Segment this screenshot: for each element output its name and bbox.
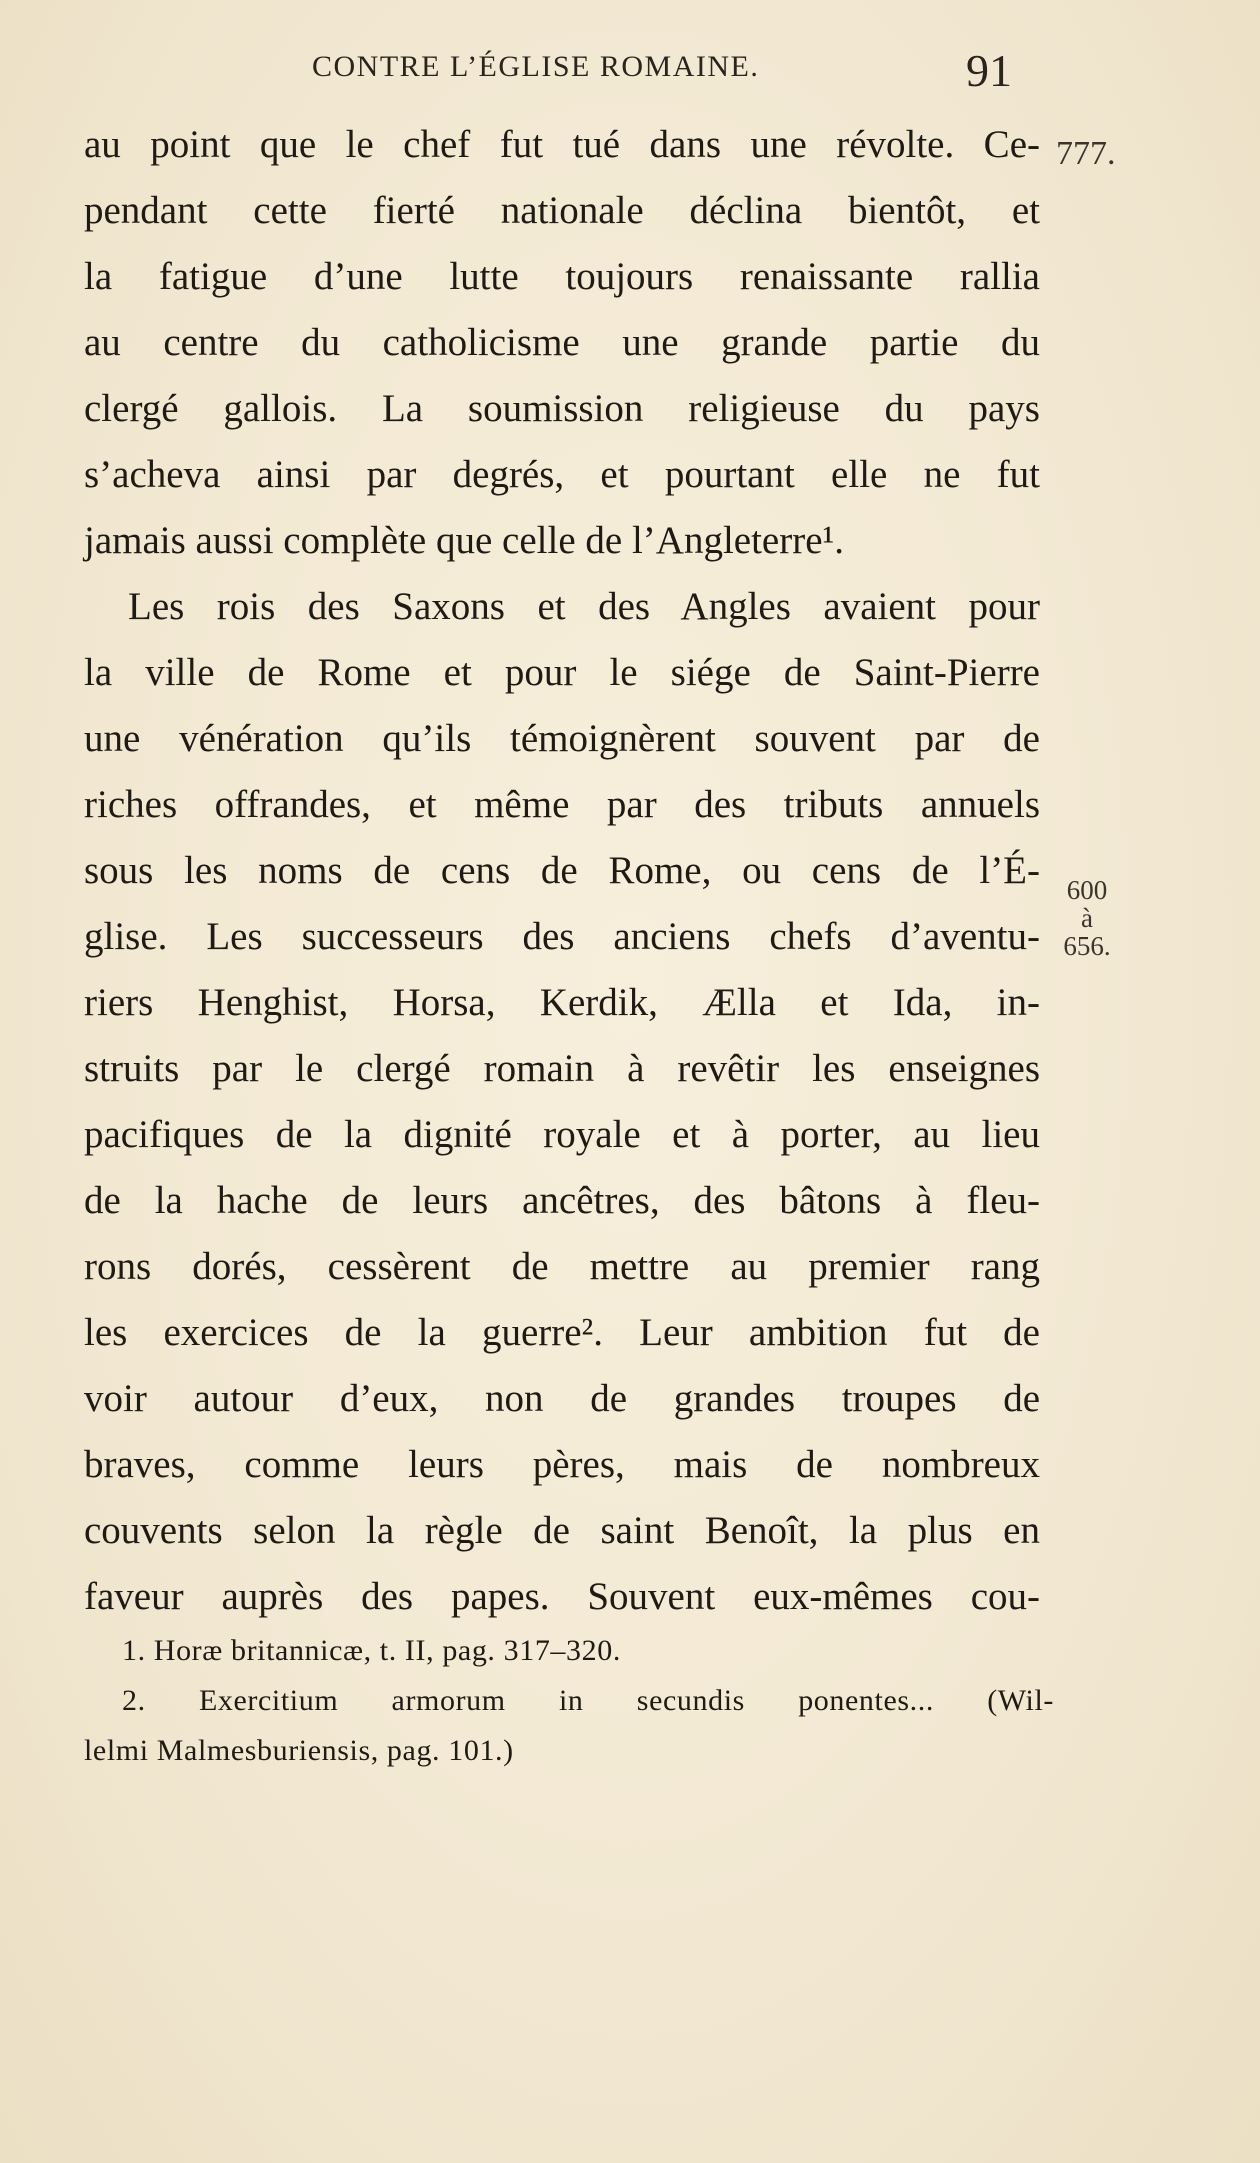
text-line: pendant cette fierté nationale déclina bientôt, et: [84, 189, 1040, 232]
text-line: au point que le chef fut tué dans une révolte. Ce-: [84, 123, 1040, 166]
text-line: faveur auprès des papes. Souvent eux-mêmes cou-: [84, 1575, 1040, 1618]
text-line: au centre du catholicisme une grande partie du: [84, 321, 1040, 364]
text-line: s’acheva ainsi par degrés, et pourtant elle ne fut: [84, 453, 1040, 496]
footnote-2: 2. Exercitium armorum in secundis ponentes... (Wil-: [122, 1684, 1054, 1717]
text-line: sous les noms de cens de Rome, ou cens de l’É-: [84, 849, 1040, 892]
text-line: de la hache de leurs ancêtres, des bâtons à fleu-: [84, 1179, 1040, 1222]
footnote-2-continuation: lelmi Malmesburiensis, pag. 101.): [84, 1734, 514, 1767]
page-header: [0, 45, 1260, 108]
text-line: braves, comme leurs pères, mais de nombreux: [84, 1443, 1040, 1486]
margin-note-range-start: 600: [1066, 875, 1108, 905]
page-number: 91: [966, 45, 1012, 96]
text-line: glise. Les successeurs des anciens chefs d’aventu-: [84, 915, 1040, 958]
text-line: Les rois des Saxons et des Angles avaient pour: [128, 585, 1040, 628]
text-line: struits par le clergé romain à revêtir les enseignes: [84, 1047, 1040, 1090]
footnote-1: 1. Horæ britannicæ, t. II, pag. 317–320.: [122, 1634, 621, 1667]
text-line: une vénération qu’ils témoignèrent souvent par de: [84, 717, 1040, 760]
margin-note-year: 777.: [1056, 135, 1116, 172]
text-line: jamais aussi complète que celle de l’Angleterre¹.: [84, 519, 844, 562]
text-line: rons dorés, cessèrent de mettre au premier rang: [84, 1245, 1040, 1288]
text-line: les exercices de la guerre². Leur ambition fut de: [84, 1311, 1040, 1354]
running-title: CONTRE L’ÉGLISE ROMAINE.: [312, 50, 760, 83]
text-line: la ville de Rome et pour le siége de Saint-Pierre: [84, 651, 1040, 694]
body-text: [84, 112, 1040, 1630]
text-line: clergé gallois. La soumission religieuse du pays: [84, 387, 1040, 430]
text-line: pacifiques de la dignité royale et à porter, au lieu: [84, 1113, 1040, 1156]
margin-note-date-range: [1048, 876, 1126, 960]
footnotes: [84, 1626, 1054, 1776]
text-line: voir autour d’eux, non de grandes troupes de: [84, 1377, 1040, 1420]
text-line: la fatigue d’une lutte toujours renaissante rallia: [84, 255, 1040, 298]
margin-note-range-end: 656.: [1063, 931, 1111, 961]
margin-note-range-mid: à: [1081, 903, 1093, 933]
text-line: couvents selon la règle de saint Benoît, la plus en: [84, 1509, 1040, 1552]
text-line: riches offrandes, et même par des tributs annuels: [84, 783, 1040, 826]
text-line: riers Henghist, Horsa, Kerdik, Ælla et Ida, in-: [84, 981, 1040, 1024]
